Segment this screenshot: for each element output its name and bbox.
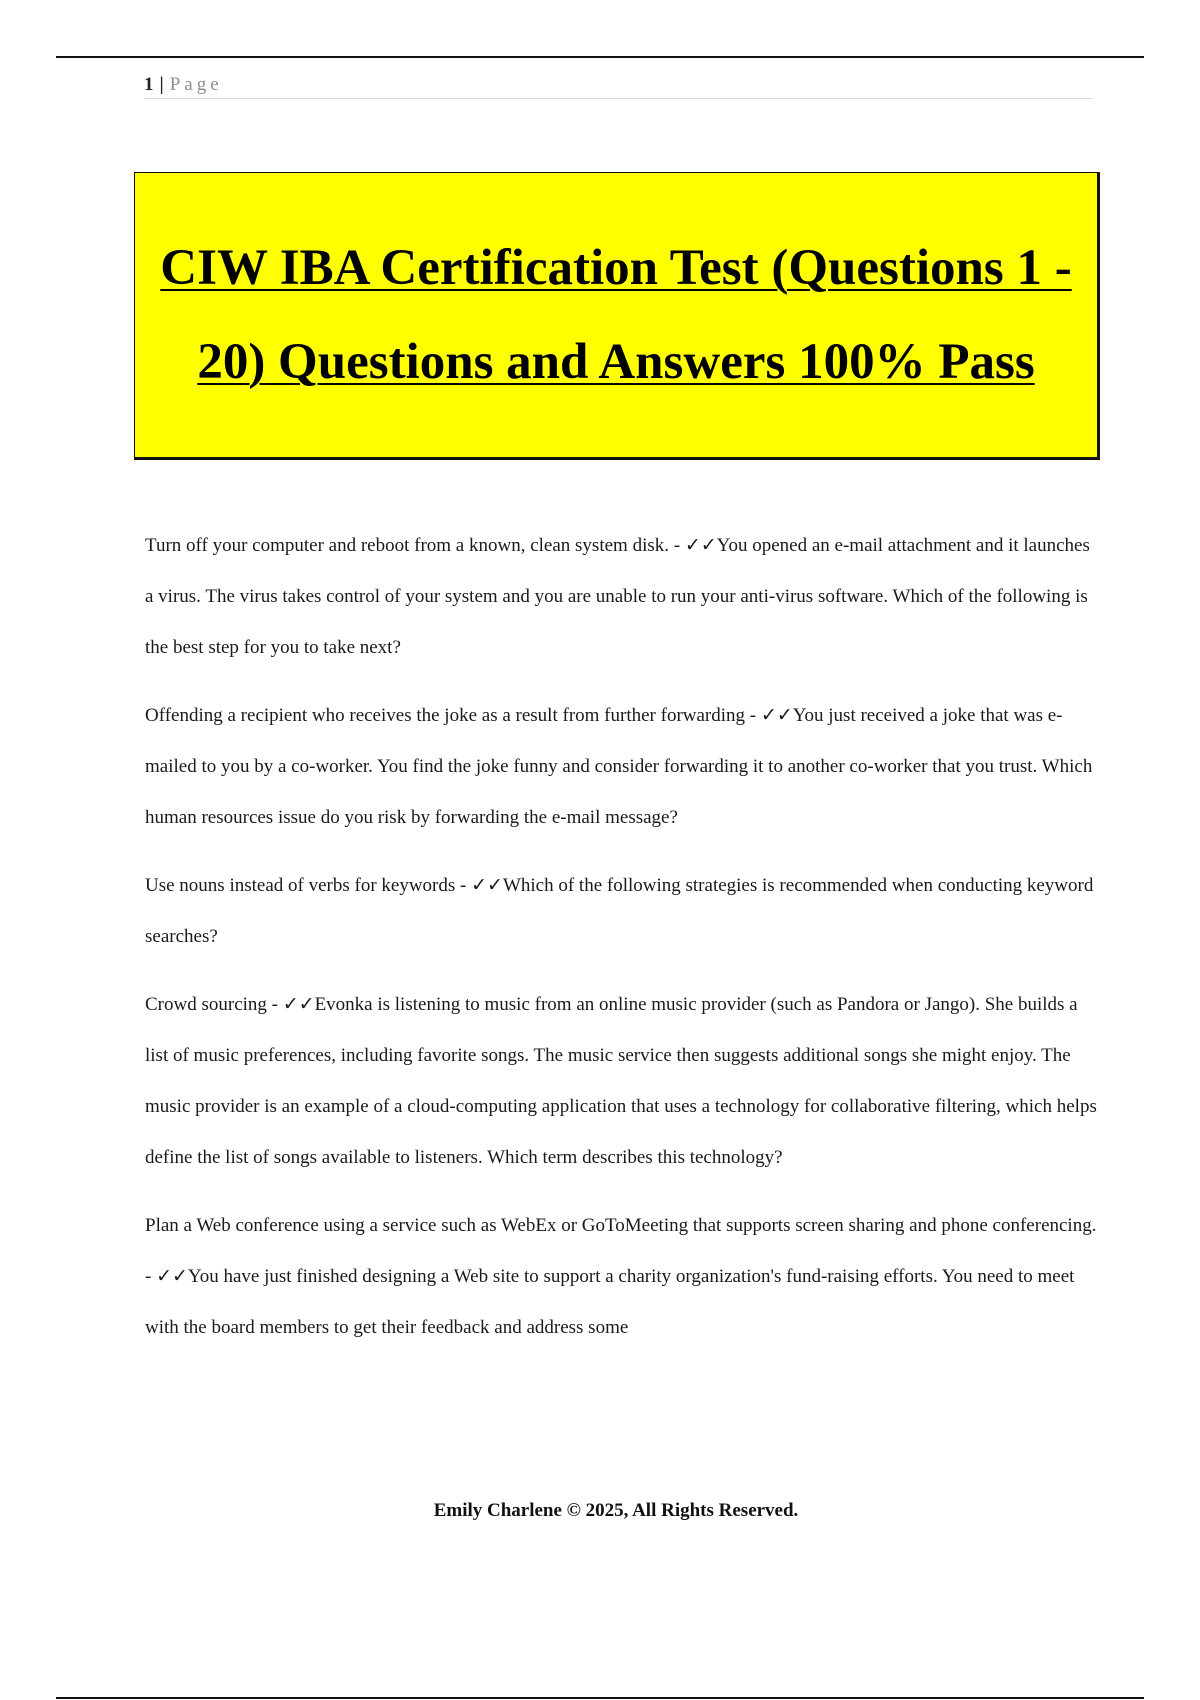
bottom-rule <box>56 1697 1144 1699</box>
qa-entry-3: Use nouns instead of verbs for keywords - ✓✓Which of the following strategies is recommended when conducting keyword searches? <box>145 875 1094 947</box>
page-number: 1 <box>144 74 154 95</box>
qa-entry-4: Crowd sourcing - ✓✓Evonka is listening to music from an online music provider (such as Pandora or Jango). She builds a list of music preferences, including favorite songs. The music service then suggests additional songs she might enjoy. The music provider is an example of a cloud-computing application that uses a technology for collaborative filtering, which helps define the list of songs available to listeners. Which term describes this technology? <box>145 994 1097 1168</box>
title-box <box>134 172 1100 460</box>
qa-entry-2: Offending a recipient who receives the joke as a result from further forwarding - ✓✓You just received a joke that was e-mailed to you by a co-worker. You find the joke funny and consider forwarding it to another co-worker that you trust. Which human resources issue do you risk by forwarding the e-mail message? <box>145 705 1093 828</box>
page-separator: | <box>159 74 164 95</box>
copyright-footer: Emily Charlene © 2025, All Rights Reserved. <box>433 1500 799 1521</box>
qa-entry-1: Turn off your computer and reboot from a known, clean system disk. - ✓✓You opened an e-mail attachment and it launches a virus. The virus takes control of your system and you are unable to run your anti-virus software. Which of the following is the best step for you to take next? <box>145 535 1090 658</box>
document-title: CIW IBA Certification Test (Questions 1 - 20) Questions and Answers 100% Pass <box>160 240 1072 390</box>
top-rule <box>56 56 1144 58</box>
page-label: Page <box>169 74 223 95</box>
page-header <box>144 72 1092 99</box>
qa-list <box>145 520 1100 1370</box>
qa-entry-5: Plan a Web conference using a service such as WebEx or GoToMeeting that supports screen sharing and phone conferencing. - ✓✓You have just finished designing a Web site to support a charity organization's fund-raising efforts. You need to meet with the board members to get their feedback and address some <box>145 1215 1097 1338</box>
